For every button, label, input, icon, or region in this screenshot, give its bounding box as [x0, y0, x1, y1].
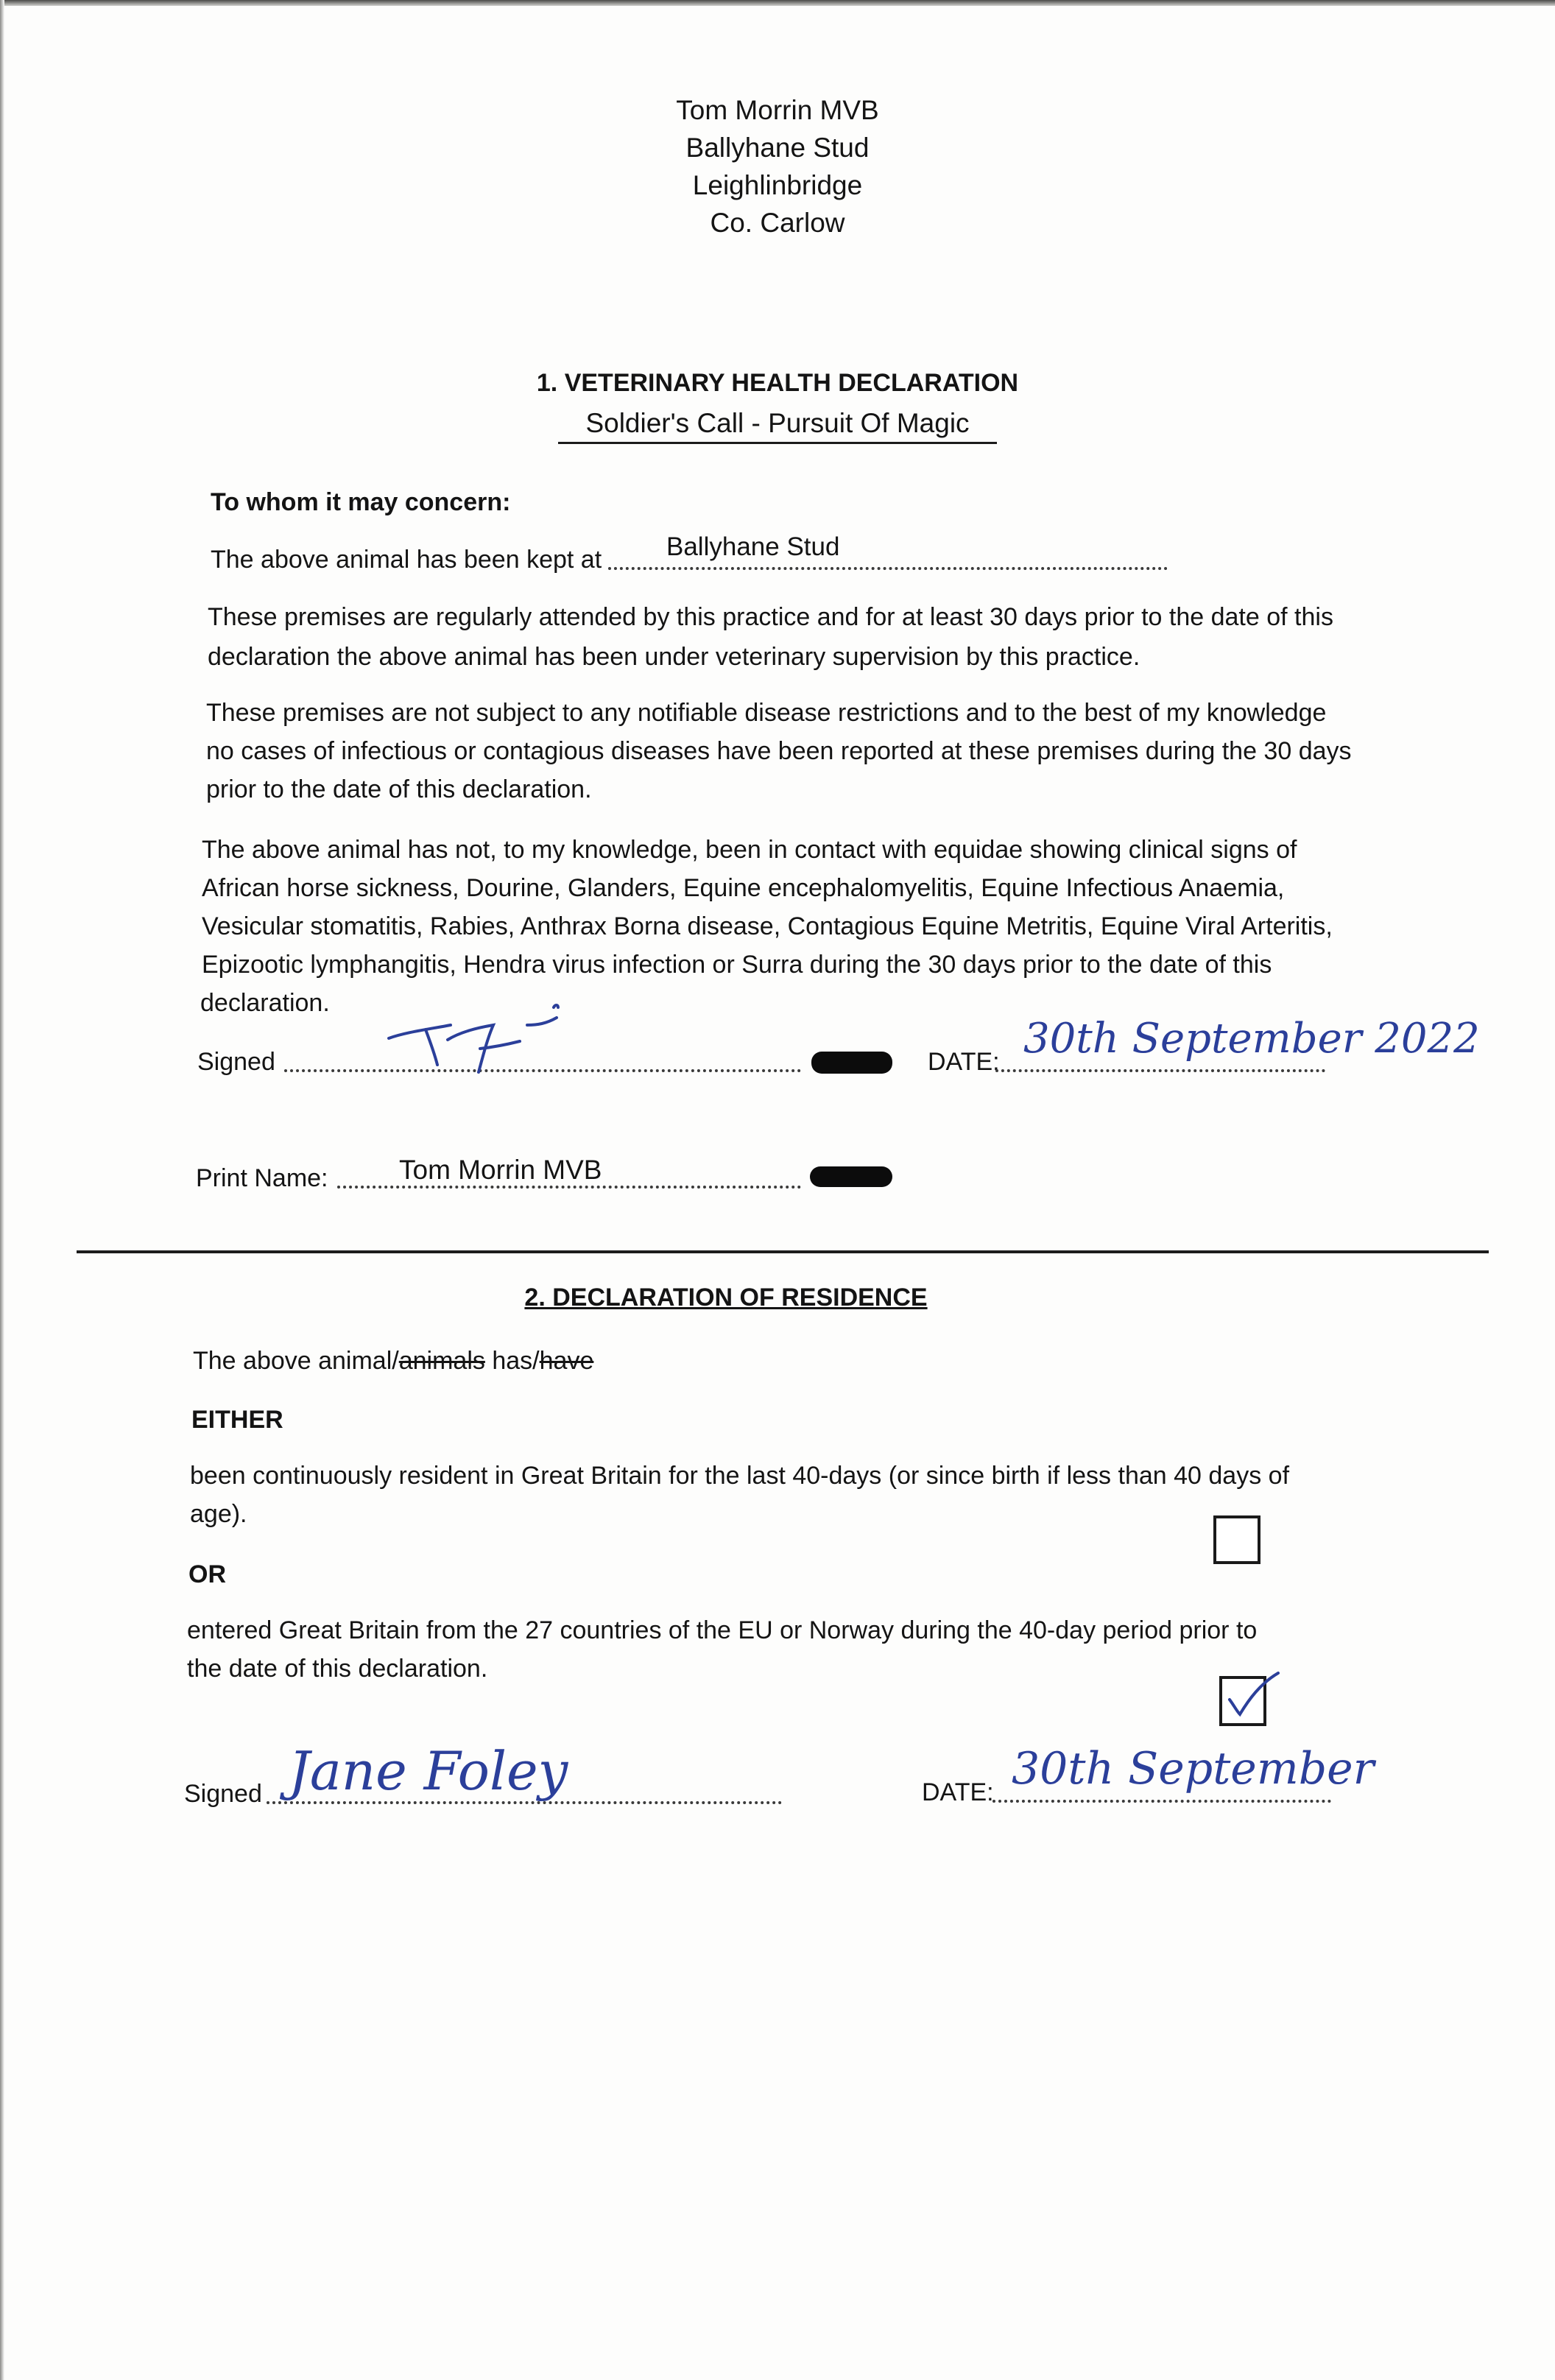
intro-text-b: has/: [484, 1347, 540, 1375]
salutation: To whom it may concern:: [211, 488, 511, 516]
kept-at-label: The above animal has been kept at: [211, 546, 602, 574]
para3-line4: Epizootic lymphangitis, Hendra virus infection or Surra during the 30 days prior to the date of this: [202, 951, 1272, 979]
para3-line1: The above animal has not, to my knowledge, been in contact with equidae showing clinical signs of: [202, 836, 1297, 864]
vet-date-value: 30th September 2022: [1023, 1015, 1480, 1063]
kept-at-dotted-line: [608, 567, 1168, 570]
print-name-label: Print Name:: [196, 1164, 328, 1192]
letterhead-county: Co. Carlow: [710, 208, 845, 238]
para1-line2: declaration the above animal has been under veterinary supervision by this practice.: [208, 643, 1140, 671]
para2-line3: prior to the date of this declaration.: [206, 775, 592, 803]
owner-signed-label: Signed: [184, 1780, 262, 1808]
or-label: OR: [188, 1560, 226, 1588]
vet-date-line: [995, 1069, 1325, 1072]
section2-title: 2. DECLARATION OF RESIDENCE: [524, 1284, 928, 1312]
para1-line1: These premises are regularly attended by this practice and for at least 30 days prior to the date of this: [208, 603, 1333, 631]
section1-title: 1. VETERINARY HEALTH DECLARATION: [536, 369, 1019, 397]
letterhead-name: Tom Morrin MVB: [676, 95, 879, 125]
option1-line2: age).: [190, 1500, 247, 1528]
scan-edge-top: [0, 0, 1555, 6]
para3-line3: Vesicular stomatitis, Rabies, Anthrax Borna disease, Contagious Equine Metritis, Equine Viral Arteritis,: [202, 912, 1333, 940]
horse-name: Soldier's Call - Pursuit Of Magic: [585, 408, 970, 438]
either-label: EITHER: [191, 1406, 283, 1434]
horse-name-underline: [558, 442, 997, 444]
section-divider: [77, 1250, 1489, 1253]
option2-checkbox[interactable]: [1219, 1676, 1266, 1726]
kept-at-value: Ballyhane Stud: [666, 532, 840, 561]
option2-line1: entered Great Britain from the 27 countries of the EU or Norway during the 40-day period prior to: [187, 1616, 1258, 1644]
intro-struck-have: have: [539, 1347, 594, 1375]
intro-struck-animals: animals: [398, 1347, 485, 1375]
option1-line1: been continuously resident in Great Britain for the last 40-days (or since birth if less than 40 days of: [190, 1462, 1290, 1490]
vet-date-label: DATE:: [928, 1048, 1000, 1076]
vet-signature: [383, 996, 574, 1077]
scan-edge-left: [0, 0, 4, 2380]
para3-line5: declaration.: [200, 989, 330, 1017]
print-name-value: Tom Morrin MVB: [399, 1155, 602, 1185]
redaction-mark: [811, 1052, 892, 1074]
redaction-mark-2: [810, 1166, 892, 1187]
residence-intro: [193, 1342, 593, 1380]
owner-date-line: [992, 1800, 1331, 1803]
owner-date-label: DATE:: [922, 1778, 994, 1806]
letterhead-town: Leighlinbridge: [692, 170, 863, 200]
intro-text-a: The above animal/: [193, 1347, 399, 1375]
owner-signature: Jane Foley: [289, 1740, 568, 1802]
para3-line2: African horse sickness, Dourine, Glanders, Equine encephalomyelitis, Equine Infectious Anaemia,: [202, 874, 1285, 902]
checkmark-icon: [1227, 1670, 1293, 1722]
vet-signed-label: Signed: [197, 1048, 275, 1076]
para2-line2: no cases of infectious or contagious diseases have been reported at these premises during the 30 days: [206, 737, 1352, 765]
option1-checkbox[interactable]: [1213, 1515, 1260, 1564]
letterhead-farm: Ballyhane Stud: [685, 133, 870, 163]
option2-line2: the date of this declaration.: [187, 1655, 488, 1683]
owner-date-value: 30th September: [1012, 1743, 1375, 1795]
para2-line1: These premises are not subject to any notifiable disease restrictions and to the best of my knowledge: [206, 699, 1327, 727]
